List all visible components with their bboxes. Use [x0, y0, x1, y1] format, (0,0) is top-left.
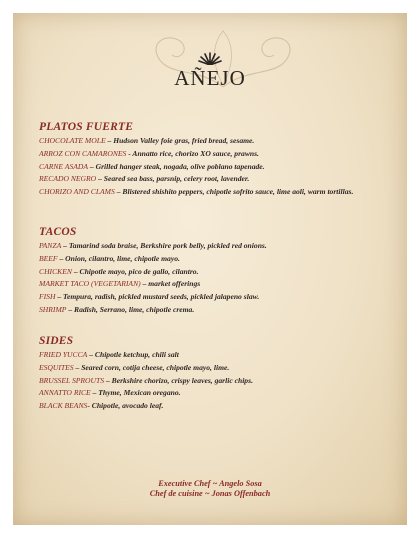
item-description: Annatto rice, chorizo XO sauce, prawns.: [132, 148, 259, 158]
item-description: Seared sea bass, parsnip, celery root, lavender.: [103, 174, 250, 184]
item-separator: –: [61, 241, 69, 250]
item-separator: –: [104, 375, 112, 385]
item-name: SHRIMP: [39, 304, 67, 314]
menu-item: [39, 174, 389, 183]
section-title: TACOS: [39, 226, 77, 238]
menu-item: [39, 136, 389, 145]
item-name: MARKET TACO (VEGETARIAN): [39, 279, 141, 289]
section-platos-fuerte: [39, 121, 389, 200]
menu-item: [39, 388, 389, 397]
item-name: CHOCOLATE MOLE: [39, 136, 106, 145]
item-name: FRIED YUCCA: [39, 350, 88, 359]
item-separator: -: [87, 401, 92, 411]
item-separator: –: [90, 388, 99, 398]
section-tacos: [39, 226, 389, 318]
menu-item: [39, 149, 389, 158]
item-description: Seared corn, cotija cheese, chipotle mayo, lime.: [81, 362, 230, 372]
item-name: CARNE ASADA: [39, 161, 89, 171]
menu-item: [39, 401, 389, 410]
section-title: PLATOS FUERTE: [39, 121, 134, 133]
item-name: CHORIZO AND CLAMS: [39, 187, 115, 197]
item-description: Tempura, radish, pickled mustard seeds, pickled jalapeno slaw.: [63, 292, 260, 302]
item-name: ANNATTO RICE: [39, 388, 91, 398]
item-description: Grilled hanger steak, nogada, olive poblano tapenade.: [95, 161, 265, 171]
menu-item: [39, 187, 389, 196]
section-title: SIDES: [39, 335, 74, 347]
item-description: Berkshire chorizo, crispy leaves, garlic chips.: [111, 375, 253, 385]
item-description: Chipotle, avocado leaf.: [91, 401, 164, 411]
item-name: ARROZ CON CAMARONES: [39, 148, 127, 158]
item-separator: –: [105, 136, 114, 145]
chef-credits: [13, 479, 407, 499]
item-separator: –: [114, 187, 123, 197]
item-description: Onion, cilantro, lime, chipotle mayo.: [65, 253, 180, 263]
menu-item: [39, 292, 389, 301]
menu-item: [39, 305, 389, 314]
item-name: PANZA: [39, 241, 62, 250]
chef-de-cuisine-line: Chef de cuisine ~ Jonas Offenbach: [149, 489, 271, 498]
item-separator: –: [57, 253, 66, 263]
item-separator: –: [96, 174, 104, 184]
item-separator: –: [55, 292, 64, 302]
menu-item: [39, 241, 389, 250]
brand-name: AÑEJO: [174, 66, 246, 90]
item-description: Blistered shishito peppers, chipotle sofrito sauce, lime aoli, warm tortillas.: [122, 187, 354, 197]
item-separator: –: [87, 350, 95, 359]
item-description: Chipotle mayo, pico de gallo, cilantro.: [79, 266, 199, 276]
menu-item: [39, 376, 389, 385]
item-separator: –: [73, 362, 82, 372]
item-separator: –: [88, 161, 96, 171]
menu-item: [39, 267, 389, 276]
item-description: market offerings: [148, 279, 201, 289]
menu-item: [39, 350, 389, 359]
item-separator: –: [66, 304, 75, 314]
item-name: BLACK BEANS: [39, 401, 88, 411]
item-separator: –: [140, 279, 149, 289]
executive-chef-line: Executive Chef ~ Angelo Sosa: [158, 479, 262, 488]
item-name: ESQUITES: [39, 362, 74, 372]
menu-item: [39, 363, 389, 372]
restaurant-logo: [13, 51, 407, 91]
item-name: CHICKEN: [39, 266, 72, 276]
item-separator: –: [71, 266, 80, 276]
menu-item: [39, 162, 389, 171]
agave-icon: [198, 51, 222, 65]
item-name: RECADO NEGRO: [39, 174, 97, 184]
menu-page: [13, 13, 407, 525]
item-separator: -: [126, 148, 133, 158]
section-sides: [39, 335, 389, 414]
item-name: BEEF: [39, 253, 58, 263]
item-name: BRUSSEL SPROUTS: [39, 375, 105, 385]
item-description: Thyme, Mexican oregano.: [98, 388, 181, 398]
item-description: Chipotle ketchup, chili salt: [94, 350, 179, 359]
menu-item: [39, 254, 389, 263]
item-description: Hudson Valley foie gras, fried bread, sesame.: [113, 136, 255, 145]
menu-item: [39, 279, 389, 288]
item-name: FISH: [39, 292, 56, 302]
item-description: Tamarind soda braise, Berkshire pork belly, pickled red onions.: [68, 241, 267, 250]
item-description: Radish, Serrano, lime, chipotle crema.: [74, 304, 195, 314]
